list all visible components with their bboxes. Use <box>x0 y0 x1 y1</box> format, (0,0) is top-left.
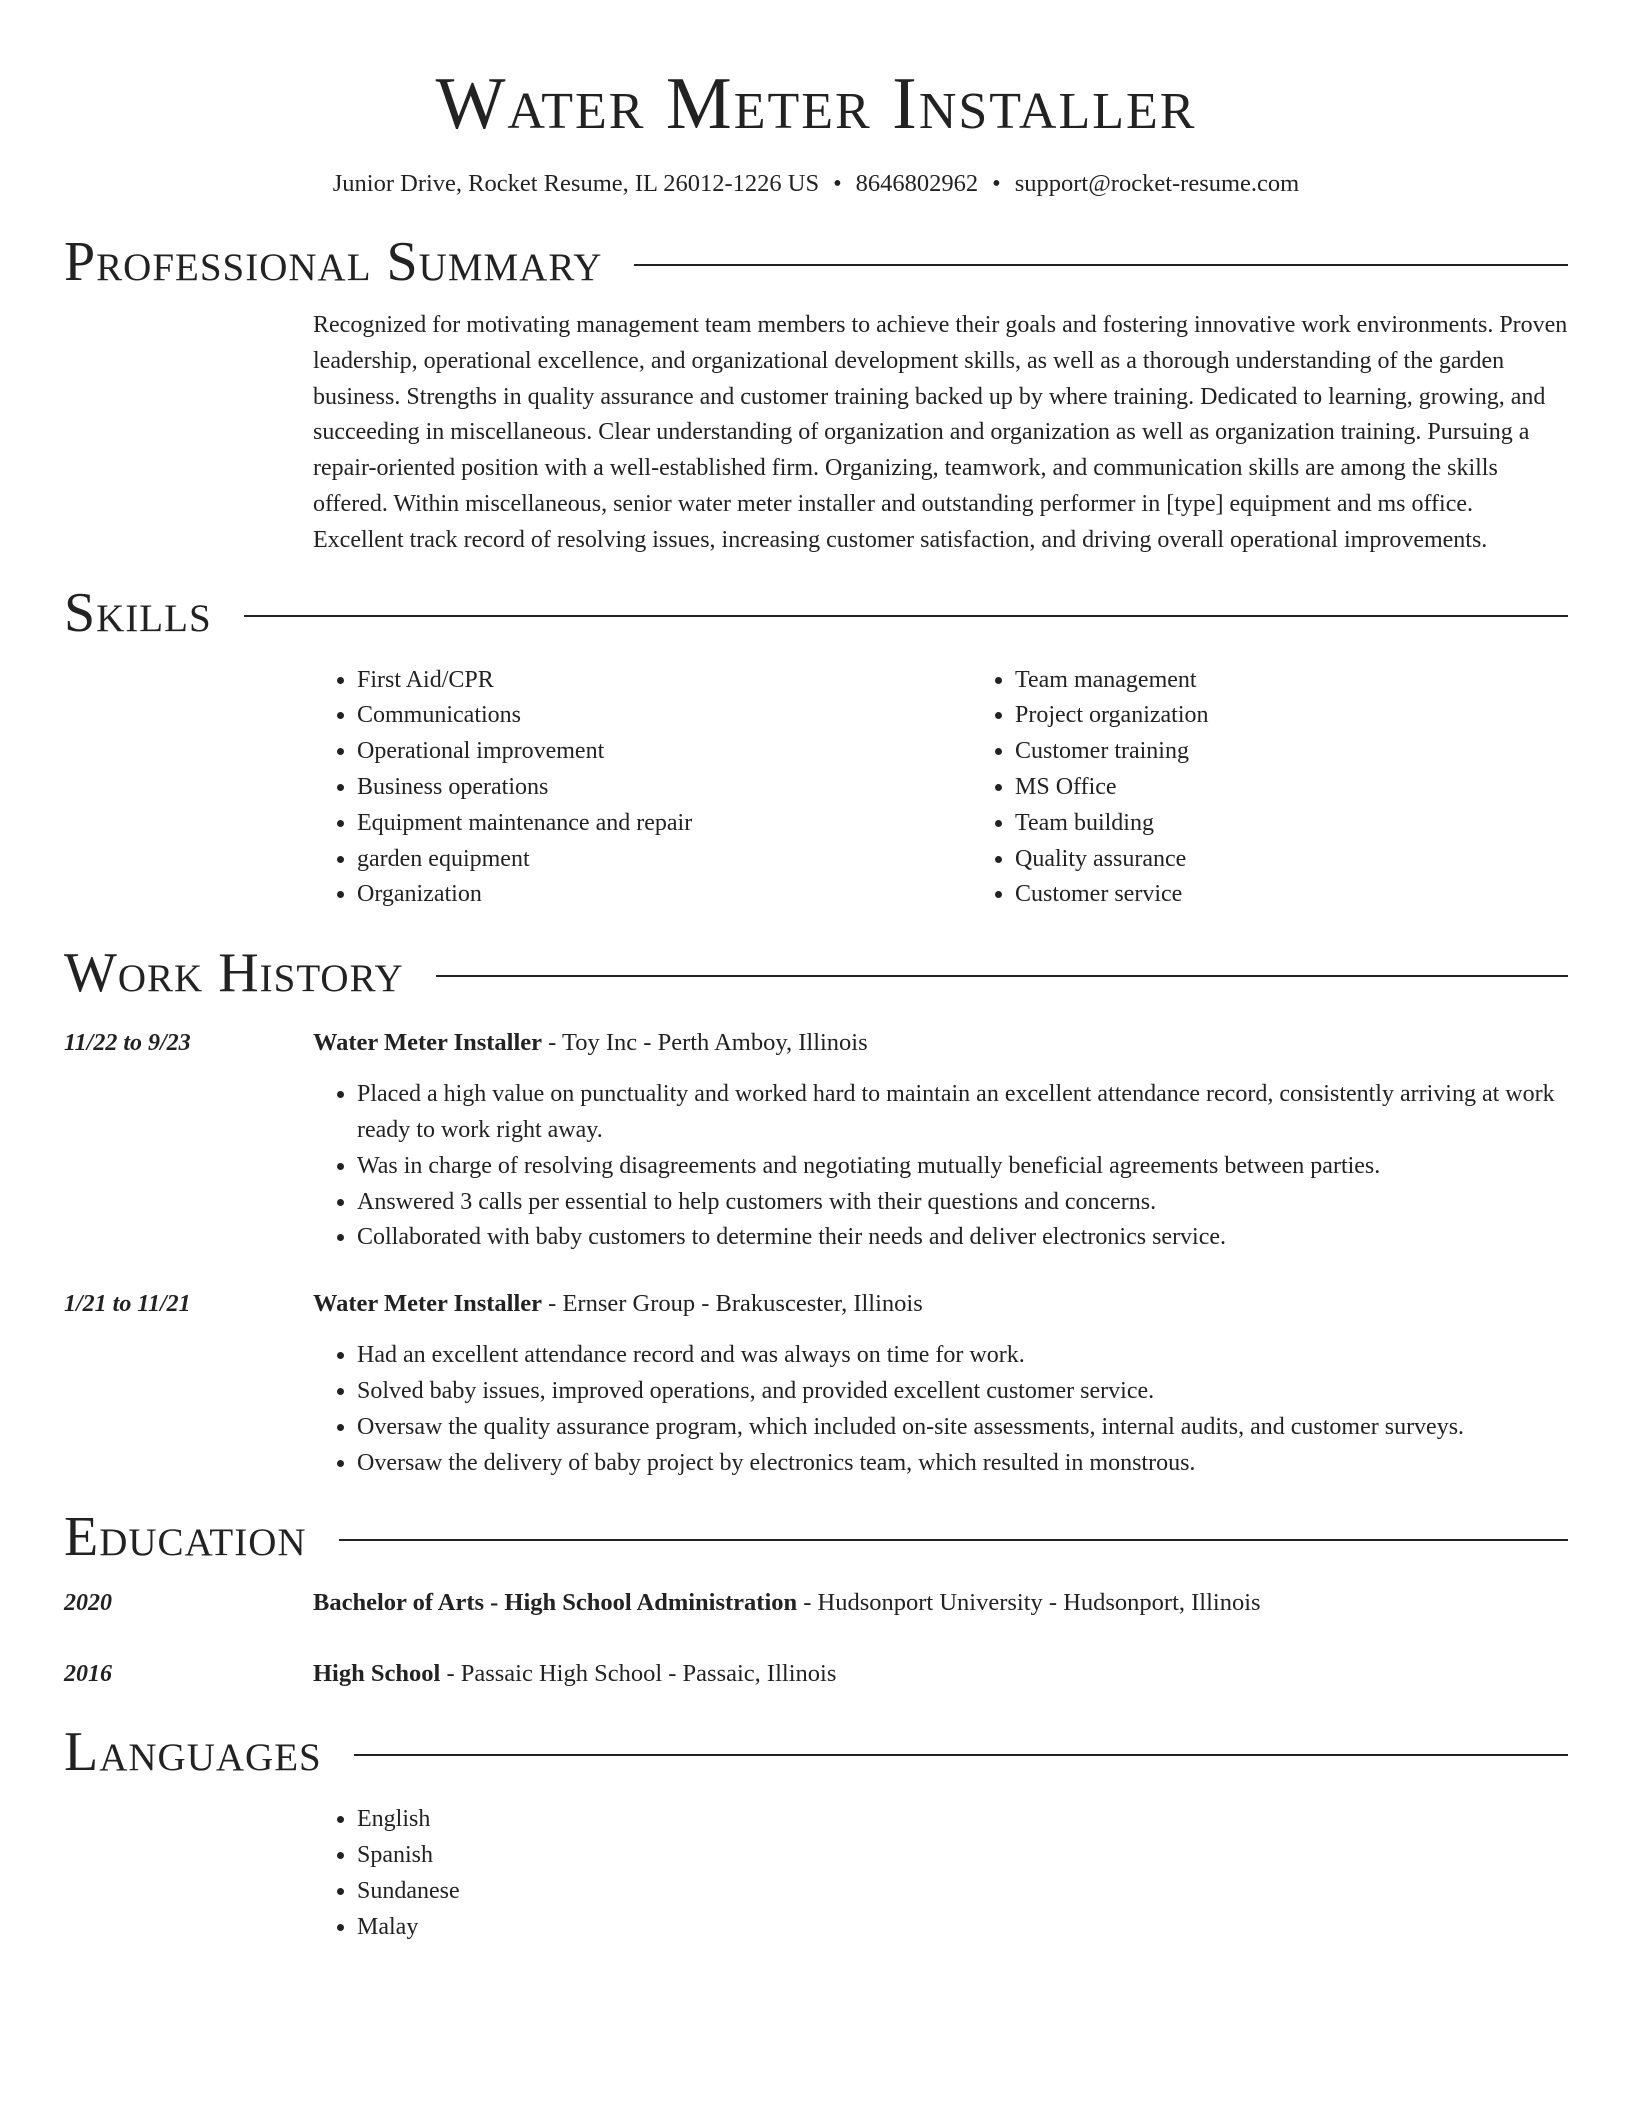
languages-label-spacer <box>64 1802 313 1945</box>
skill-item: • Communications <box>357 698 971 734</box>
education-degree: Bachelor of Arts - High School Administration <box>313 1589 798 1617</box>
summary-label-spacer <box>64 308 313 559</box>
contact-address: Junior Drive, Rocket Resume, IL 26012-1226 US <box>332 170 820 197</box>
contact-separator: • <box>833 170 842 197</box>
skill-item: • garden equipment <box>357 842 971 878</box>
job-dates: 1/21 to 11/21 <box>64 1291 191 1318</box>
language-item: • Sundanese <box>357 1874 1568 1910</box>
job-bullets <box>313 1338 1568 1481</box>
skill-item: • Team building <box>1015 806 1209 842</box>
job-dates: 11/22 to 9/23 <box>64 1030 191 1057</box>
job-company: - Ernser Group - Brakuscester, Illinois <box>542 1290 923 1318</box>
job-bullet: • Was in charge of resolving disagreements and negotiating mutually beneficial agreements between parties. <box>357 1149 1568 1185</box>
work-heading: Work History <box>64 942 404 1005</box>
summary-section-header <box>64 230 1568 294</box>
summary-text: Recognized for motivating management team members to achieve their goals and fostering innovative work environments. Proven leadership, operational excellence, and organizational development skills, as well as a thorough understanding of the garden business. Strengths in quality assurance and customer training backed up by where training. Dedicated to learning, growing, and succeeding in miscellaneous. Clear understanding of organization and organization as well as organization training. Pursuing a repair-oriented position with a well-established firm. Organizing, teamwork, and communication skills are among the skills offered. Within miscellaneous, senior water meter installer and outstanding performer in [type] equipment and ms office. Excellent track record of resolving issues, increasing customer satisfaction, and driving overall operational improvements. <box>313 312 1568 553</box>
job-bullet: • Answered 3 calls per essential to help customers with their questions and concerns. <box>357 1185 1568 1221</box>
job-entry <box>64 1286 1568 1481</box>
job-company: - Toy Inc - Perth Amboy, Illinois <box>542 1029 868 1057</box>
job-bullet: • Oversaw the delivery of baby project by electronics team, which resulted in monstrous. <box>357 1446 1568 1482</box>
skill-item: • Organization <box>357 877 971 913</box>
section-divider <box>634 264 1568 266</box>
skill-item: • Team management <box>1015 663 1209 699</box>
contact-line <box>64 168 1568 200</box>
education-school: - Passaic High School - Passaic, Illinois <box>440 1660 837 1688</box>
education-entry <box>64 1585 1568 1621</box>
job-entry <box>64 1025 1568 1256</box>
job-heading <box>313 1286 1568 1322</box>
skills-row <box>64 663 1568 914</box>
education-degree: High School <box>313 1660 441 1688</box>
skill-item: • Quality assurance <box>1015 842 1209 878</box>
skills-list-left <box>313 663 971 914</box>
job-heading <box>313 1025 1568 1061</box>
job-bullet: • Oversaw the quality assurance program, which included on-site assessments, internal audits, and customer surveys. <box>357 1410 1568 1446</box>
skills-columns <box>313 663 1568 914</box>
languages-section-header <box>64 1720 1568 1784</box>
summary-heading: Professional Summary <box>64 231 603 293</box>
language-item: • Spanish <box>357 1838 1568 1874</box>
languages-content <box>313 1802 1568 1945</box>
skill-item: • MS Office <box>1015 770 1209 806</box>
language-item: • English <box>357 1802 1568 1838</box>
education-year: 2016 <box>64 1661 112 1688</box>
contact-separator: • <box>992 170 1001 197</box>
job-title: Water Meter Installer <box>313 1290 543 1318</box>
section-divider <box>354 1754 1568 1756</box>
job-bullet: • Collaborated with baby customers to determine their needs and deliver electronics service. <box>357 1220 1568 1256</box>
languages-heading: Languages <box>64 1721 322 1784</box>
section-divider <box>436 975 1568 977</box>
skill-item: • Equipment maintenance and repair <box>357 806 971 842</box>
section-divider <box>339 1539 1568 1541</box>
education-school: - Hudsonport University - Hudsonport, Illinois <box>797 1589 1261 1617</box>
languages-row <box>64 1802 1568 1945</box>
education-content <box>313 1585 1568 1621</box>
summary-content <box>313 308 1568 559</box>
section-divider <box>244 615 1568 617</box>
education-entry <box>64 1656 1568 1692</box>
skills-list-right <box>971 663 1209 914</box>
skill-item: • Operational improvement <box>357 734 971 770</box>
skill-item: • Project organization <box>1015 698 1209 734</box>
job-bullet: • Solved baby issues, improved operations, and provided excellent customer service. <box>357 1374 1568 1410</box>
skill-item: • First Aid/CPR <box>357 663 971 699</box>
skills-label-spacer <box>64 663 313 914</box>
job-bullet: • Had an excellent attendance record and was always on time for work. <box>357 1338 1568 1374</box>
contact-phone: 8646802962 <box>855 170 979 197</box>
language-item: • Malay <box>357 1910 1568 1946</box>
skills-heading: Skills <box>64 581 212 644</box>
skill-item: • Customer training <box>1015 734 1209 770</box>
job-content <box>313 1025 1568 1256</box>
job-bullets <box>313 1077 1568 1256</box>
job-bullet: • Placed a high value on punctuality and worked hard to maintain an excellent attendance record, consistently arriving at work ready to work right away. <box>357 1077 1568 1149</box>
skills-section-header <box>64 581 1568 645</box>
education-section-header <box>64 1505 1568 1569</box>
resume-name: Water Meter Installer <box>435 63 1197 145</box>
job-content <box>313 1286 1568 1481</box>
work-section-header <box>64 941 1568 1005</box>
summary-row <box>64 308 1568 559</box>
contact-email: support@rocket-resume.com <box>1014 170 1300 197</box>
languages-list <box>313 1802 1568 1945</box>
education-year: 2020 <box>64 1590 112 1617</box>
skill-item: • Business operations <box>357 770 971 806</box>
education-content <box>313 1656 1568 1692</box>
job-title: Water Meter Installer <box>313 1029 543 1057</box>
education-heading: Education <box>64 1506 307 1569</box>
skill-item: • Customer service <box>1015 877 1209 913</box>
